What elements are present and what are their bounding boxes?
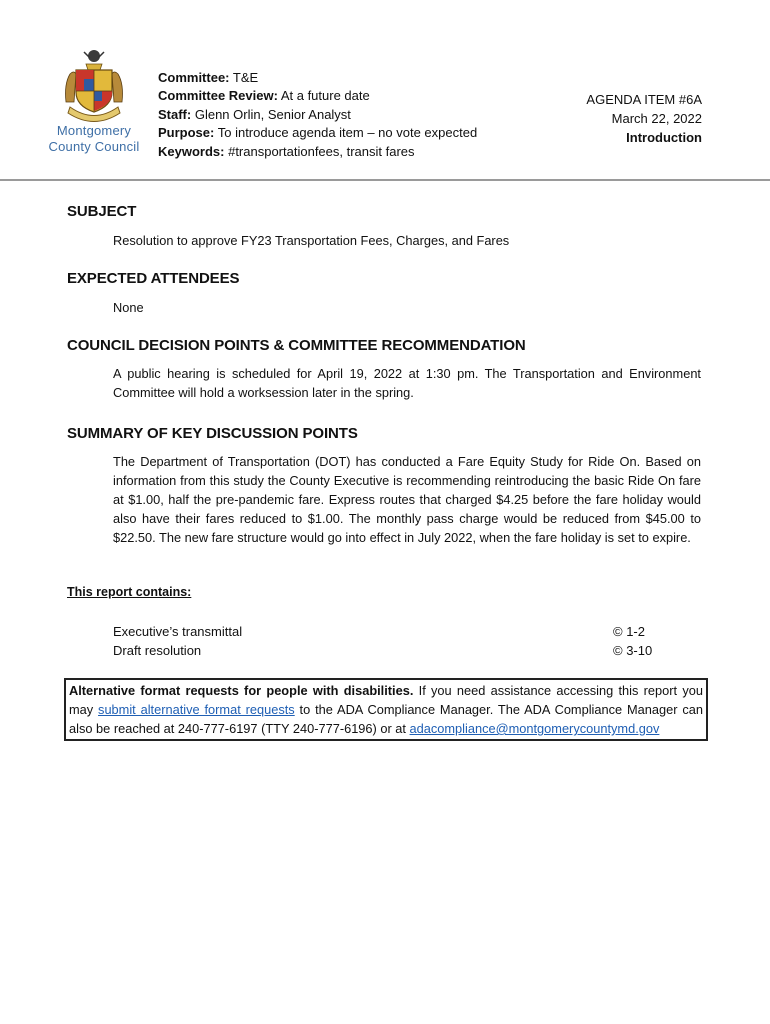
keywords-line	[158, 143, 477, 161]
review-line	[158, 87, 477, 105]
header-divider	[0, 179, 770, 181]
council-name	[44, 123, 144, 155]
ada-notice-box	[64, 678, 708, 741]
ada-notice-title: Alternative format requests for people with disabilities.	[69, 683, 414, 698]
purpose-label: Purpose:	[158, 125, 215, 141]
county-seal-icon	[62, 44, 126, 124]
summary-heading: SUMMARY OF KEY DISCUSSION POINTS	[67, 425, 358, 442]
agenda-item-number: AGENDA ITEM #6A	[586, 92, 702, 107]
council-name-line1: Montgomery	[56, 123, 132, 138]
committee-value: T&E	[232, 70, 259, 85]
council-name-line2: County Council	[48, 139, 140, 154]
subject-heading: SUBJECT	[67, 203, 137, 220]
staff-label: Staff:	[158, 106, 192, 122]
report-item-pages: © 1-2	[613, 624, 645, 639]
list-item	[113, 641, 657, 660]
attendees-text: None	[113, 300, 144, 315]
committee-line	[158, 69, 477, 87]
ada-email-link[interactable]: adacompliance@montgomerycountymd.gov	[409, 721, 660, 736]
report-contents-list	[113, 622, 657, 660]
report-item-title: Executive’s transmittal	[113, 624, 243, 639]
ada-notice-text-1: If you need assistance accessing this report you may	[69, 683, 703, 717]
decision-text: A public hearing is scheduled for April 19, 2022 at 1:30 pm. The Transportation and Environment Committee will hold a worksession later in the spring.	[113, 366, 701, 400]
report-item-title: Draft resolution	[113, 643, 202, 658]
staff-line	[158, 106, 477, 124]
keywords-value: #transportationfees, transit fares	[228, 143, 415, 159]
committee-metadata	[158, 69, 477, 161]
submit-alternative-format-link[interactable]: submit alternative format requests	[98, 702, 295, 717]
report-contents-label: This report contains:	[67, 585, 192, 599]
purpose-line	[158, 124, 477, 142]
staff-value: Glenn Orlin, Senior Analyst	[194, 106, 351, 122]
decision-heading: COUNCIL DECISION POINTS & COMMITTEE RECOMMENDATION	[67, 337, 526, 354]
review-label: Committee Review:	[158, 88, 278, 104]
agenda-info	[586, 90, 702, 147]
review-value: At a future date	[280, 88, 370, 104]
agenda-type: Introduction	[626, 130, 702, 145]
agenda-date: March 22, 2022	[611, 111, 702, 126]
committee-label: Committee:	[158, 70, 230, 85]
list-item	[113, 622, 657, 641]
keywords-label: Keywords:	[158, 143, 225, 159]
purpose-value: To introduce agenda item – no vote expected	[217, 125, 478, 141]
subject-text: Resolution to approve FY23 Transportation Fees, Charges, and Fares	[113, 233, 510, 248]
attendees-heading: EXPECTED ATTENDEES	[67, 270, 240, 287]
report-item-pages: © 3-10	[613, 643, 653, 658]
summary-text: The Department of Transportation (DOT) has conducted a Fare Equity Study for Ride On. Based on information from this study the County Executive is recommending reintroducing the basic Ride On fare at $1.00, half the pre-pandemic fare. Express routes that charged $4.25 before the fare holiday would also have their fares reduced to $1.00. The monthly pass charge would be reduced from $45.00 to $22.50. The new fare structure would go into effect in July 2022, when the fare holiday is set to expire.	[113, 454, 701, 545]
ada-notice-text-2: to the ADA Compliance Manager. The ADA Compliance Manager can also be reached at 240-777-6197 (TTY 240-777-6196) or at	[69, 702, 703, 736]
